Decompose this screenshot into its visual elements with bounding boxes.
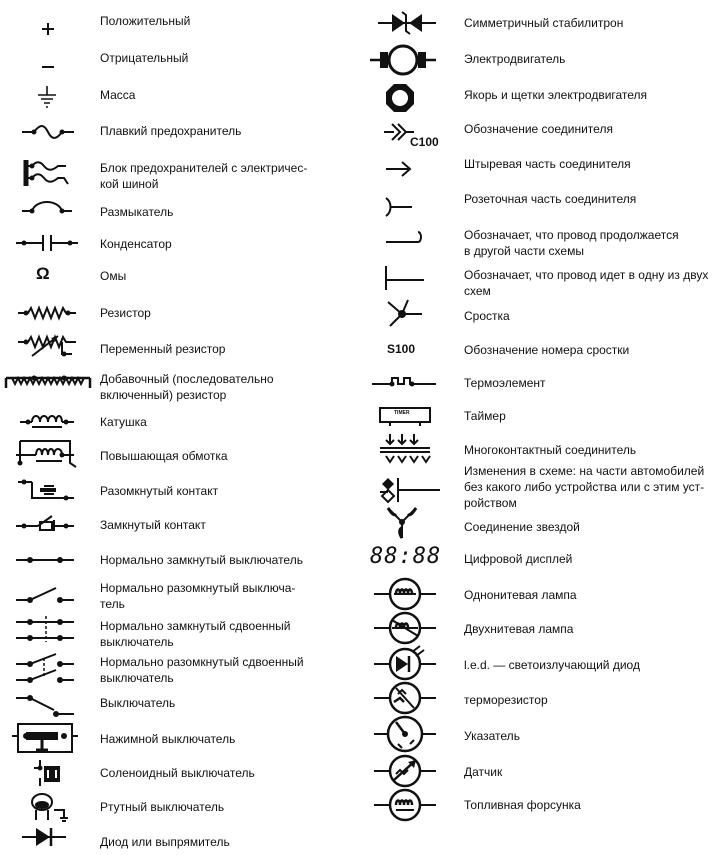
list-item-label: Указатель	[464, 729, 520, 743]
timer-icon	[376, 404, 434, 433]
digital-display-icon: 88:88	[370, 544, 442, 569]
variable-resistor-icon	[18, 334, 76, 365]
solenoid-switch-icon	[30, 758, 70, 793]
list-item-label: Конденсатор	[100, 237, 172, 251]
list-item-label: Таймер	[464, 409, 506, 423]
connector-code: C100	[410, 135, 439, 149]
fuse-block-icon	[18, 158, 70, 193]
open-contact-icon	[18, 476, 74, 509]
armature-icon	[384, 82, 416, 119]
list-item-label: Термоэлемент	[464, 376, 546, 390]
list-item-label: Повышающая обмотка	[100, 449, 228, 463]
plus-icon	[36, 17, 60, 46]
list-item-label: Обозначает, что провод продолжается в другой части схемы	[464, 228, 679, 258]
wire-branch-icon	[384, 264, 428, 297]
list-item-label: Катушка	[100, 415, 147, 429]
resistor-icon	[18, 305, 76, 326]
list-item-label: Замкнутый контакт	[100, 518, 206, 532]
list-item-label: Плавкий предохранитель	[100, 124, 242, 138]
series-resistor-icon	[4, 372, 94, 397]
male-connector-icon	[384, 160, 414, 183]
multi-connector-icon	[376, 432, 434, 473]
normally-open-switch-icon	[16, 584, 74, 609]
coil-icon	[20, 412, 74, 435]
list-item-label: Обозначает, что провод идет в одну из двух схем	[464, 268, 709, 298]
list-item-label: Масса	[100, 88, 136, 102]
list-item-label: Резистор	[100, 306, 151, 320]
list-item-label: Нажимной выключатель	[100, 732, 236, 746]
list-item-label: Обозначение соединителя	[464, 122, 613, 136]
list-item-label: Симметричный стабилитрон	[464, 16, 624, 30]
list-item-label: l.e.d. — светоизлучающий диод	[464, 658, 640, 672]
diode-icon	[22, 826, 66, 853]
capacitor-icon	[16, 233, 78, 258]
list-item-label: Положительный	[100, 14, 191, 28]
minus-icon	[36, 55, 60, 80]
splice-number-icon: S100	[387, 342, 416, 356]
normally-closed-switch-icon	[16, 552, 74, 573]
list-item-label: Добавочный (последовательно включенный) резистор	[100, 372, 274, 402]
list-item-label: Якорь и щетки электродвигателя	[464, 88, 648, 102]
splice-icon	[382, 298, 424, 333]
fuel-injector-icon	[374, 786, 436, 829]
list-item-label: Электродвигатель	[464, 52, 566, 66]
closed-contact-icon	[16, 512, 74, 541]
timer-code: TIMER	[394, 410, 410, 416]
list-item-label: терморезистор	[464, 693, 548, 707]
list-item-label: Соединение звездой	[464, 520, 580, 534]
double-open-switch-icon	[16, 652, 74, 689]
list-item-label: Омы	[100, 269, 127, 283]
list-item-label: Нормально замкнутый выключатель	[100, 553, 303, 567]
list-item-label: Отрицательный	[100, 51, 189, 65]
circuit-breaker-icon	[22, 199, 72, 220]
thermoelement-icon	[372, 372, 436, 395]
list-item-label: Изменения в схеме: на части автомобилей без какого либо устройства или с этим уст- ройством	[464, 464, 705, 510]
list-item-label: Цифровой дисплей	[464, 552, 573, 566]
list-item-label: Нормально замкнутый сдвоенный выключатель	[100, 619, 291, 649]
list-item-label: Разомкнутый контакт	[100, 484, 219, 498]
list-item-label: Выключатель	[100, 696, 176, 710]
ohm-icon: Ω	[36, 264, 50, 283]
list-item-label: Штыревая часть соединителя	[464, 157, 631, 171]
ground-icon	[35, 84, 59, 115]
list-item-label: Нормально разомкнутый выключа- тель	[100, 581, 296, 611]
list-item-label: Нормально разомкнутый сдвоенный выключатель	[100, 655, 304, 685]
push-switch-icon	[12, 720, 78, 761]
list-item-label: Многоконтактный соединитель	[464, 443, 637, 457]
step-up-coil-icon	[14, 437, 78, 476]
list-item-label: Однонитевая лампа	[464, 588, 577, 602]
list-item-label: Сростка	[464, 309, 510, 323]
list-item-label: Блок предохранителей с электричес- кой шиной	[100, 161, 308, 191]
list-item-label: Переменный резистор	[100, 342, 226, 356]
list-item-label: Розеточная часть соединителя	[464, 192, 637, 206]
fuse-icon	[22, 124, 74, 145]
list-item-label: Датчик	[464, 765, 503, 779]
list-item-label: Соленоидный выключатель	[100, 766, 255, 780]
list-item-label: Двухнитевая лампа	[464, 622, 574, 636]
star-connection-icon	[382, 506, 422, 545]
zener-diode-icon	[378, 10, 436, 41]
female-connector-icon	[384, 196, 414, 223]
wire-continues-icon	[384, 228, 428, 257]
list-item-label: Диод или выпрямитель	[100, 835, 230, 849]
switch-icon	[16, 690, 74, 723]
double-closed-switch-icon	[16, 614, 74, 649]
list-item-label: Ртутный выключатель	[100, 800, 225, 814]
list-item-label: Обозначение номера сростки	[464, 343, 630, 357]
list-item-label: Топливная форсунка	[464, 798, 581, 812]
motor-icon	[370, 42, 436, 83]
mercury-switch-icon	[28, 790, 74, 829]
list-item-label: Размыкатель	[100, 205, 174, 219]
